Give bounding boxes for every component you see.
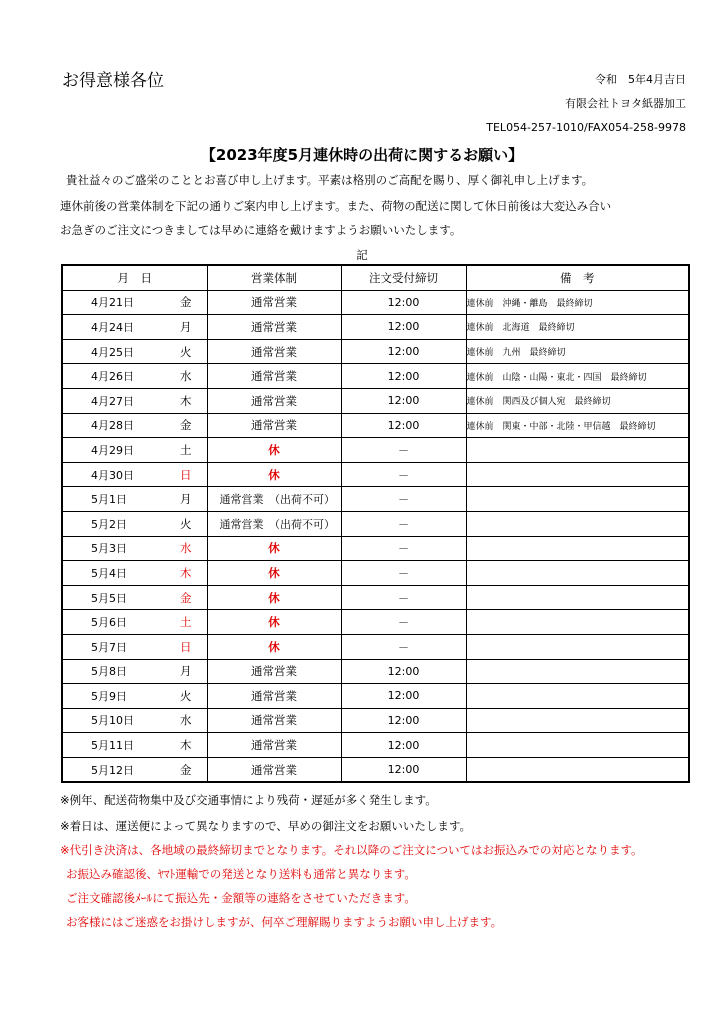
- order-deadline: －: [341, 585, 466, 610]
- table-row: [62, 364, 689, 389]
- order-deadline: －: [341, 610, 466, 635]
- remark-cell: [466, 757, 689, 782]
- remark-cell: 連休前 関西及び個人宛 最終締切: [466, 388, 689, 413]
- date-cell: [62, 462, 207, 487]
- order-deadline: －: [341, 487, 466, 512]
- remark-cell: 連休前 沖縄・離島 最終締切: [466, 290, 689, 315]
- table-header-row: [62, 265, 689, 290]
- date-value: 5月9日: [91, 689, 127, 703]
- header-date: 月 日: [62, 265, 207, 290]
- date-cell: [62, 561, 207, 586]
- business-status: 通常営業 （出荷不可）: [207, 487, 341, 512]
- date-value: 4月21日: [91, 296, 134, 310]
- date-value: 5月4日: [91, 566, 127, 580]
- business-status: 通常営業: [207, 659, 341, 684]
- table-row: [62, 757, 689, 782]
- order-deadline: 12:00: [341, 290, 466, 315]
- date-cell: [62, 364, 207, 389]
- business-status: 通常営業: [207, 733, 341, 758]
- weekday-value: 火: [180, 344, 192, 359]
- date-cell: [62, 684, 207, 709]
- order-deadline: 12:00: [341, 413, 466, 438]
- date-value: 4月30日: [91, 468, 134, 482]
- date-cell: [62, 610, 207, 635]
- table-row: [62, 561, 689, 586]
- closed-status: 休: [207, 462, 341, 487]
- date-value: 5月7日: [91, 640, 127, 654]
- note-apology: お客様にはご迷惑をお掛けしますが、何卒ご理解賜りますようお願い申し上げます。: [66, 915, 503, 929]
- table-row: [62, 659, 689, 684]
- date-cell: [62, 438, 207, 463]
- note-transfer-shipping: お振込み確認後、ﾔﾏﾄ運輸での発送となり送料も通常と異なります。: [66, 867, 416, 881]
- weekday-value: 金: [180, 418, 192, 433]
- note-cod-deadline: ※代引き決済は、各地域の最終締切までとなります。それ以降のご注文についてはお振込みでの対応となります。: [60, 843, 643, 857]
- note-email-contact: ご注文確認後ﾒｰﾙにて振込先・金額等の連絡をさせていただきます。: [66, 891, 416, 905]
- order-deadline: －: [341, 462, 466, 487]
- table-row: [62, 684, 689, 709]
- date-value: 5月6日: [91, 616, 127, 630]
- date-value: 4月25日: [91, 345, 134, 359]
- remark-cell: [466, 561, 689, 586]
- company-name: 有限会社トヨタ紙器加工: [565, 97, 686, 110]
- schedule-table: [61, 264, 690, 783]
- date-value: 5月5日: [91, 591, 127, 605]
- remark-cell: [466, 684, 689, 709]
- date-cell: [62, 315, 207, 340]
- business-status: 通常営業: [207, 364, 341, 389]
- business-status: 通常営業: [207, 315, 341, 340]
- order-deadline: 12:00: [341, 339, 466, 364]
- date-value: 4月28日: [91, 419, 134, 433]
- order-deadline: －: [341, 634, 466, 659]
- table-body: [62, 290, 689, 782]
- business-status: 通常営業: [207, 413, 341, 438]
- date-cell: [62, 634, 207, 659]
- business-status: 通常営業 （出荷不可）: [207, 511, 341, 536]
- remark-cell: 連休前 山陰・山陽・東北・四国 最終締切: [466, 364, 689, 389]
- date-value: 5月10日: [91, 714, 134, 728]
- date-cell: [62, 708, 207, 733]
- table-row: [62, 290, 689, 315]
- order-deadline: 12:00: [341, 684, 466, 709]
- closed-status: 休: [207, 536, 341, 561]
- table-row: [62, 413, 689, 438]
- date-value: 5月12日: [91, 763, 134, 777]
- date-value: 4月29日: [91, 443, 134, 457]
- header-deadline: 注文受付締切: [341, 265, 466, 290]
- order-deadline: －: [341, 536, 466, 561]
- order-deadline: 12:00: [341, 388, 466, 413]
- weekday-value: 土: [180, 442, 192, 457]
- date-value: 5月11日: [91, 739, 134, 753]
- order-deadline: 12:00: [341, 659, 466, 684]
- weekday-value: 日: [180, 639, 192, 654]
- table-row: [62, 339, 689, 364]
- intro-line-3: お急ぎのご注文につきましては早めに連絡を戴けますようお願いいたします。: [60, 223, 462, 237]
- business-status: 通常営業: [207, 684, 341, 709]
- closed-status: 休: [207, 561, 341, 586]
- business-status: 通常営業: [207, 388, 341, 413]
- date-value: 4月27日: [91, 394, 134, 408]
- date-cell: [62, 413, 207, 438]
- business-status: 通常営業: [207, 708, 341, 733]
- header-remarks: 備 考: [466, 265, 689, 290]
- closed-status: 休: [207, 438, 341, 463]
- table-row: [62, 585, 689, 610]
- date-value: 4月26日: [91, 370, 134, 384]
- remark-cell: [466, 462, 689, 487]
- weekday-value: 土: [180, 615, 192, 630]
- issue-date: 令和 5年4月吉日: [595, 73, 686, 86]
- document-title: 【2023年度5月連休時の出荷に関するお願い】: [200, 146, 524, 164]
- order-deadline: －: [341, 511, 466, 536]
- intro-line-1: 貴社益々のご盛栄のこととお喜び申し上げます。平素は格別のご高配を賜り、厚く御礼申し上げます。: [66, 173, 594, 187]
- closed-status: 休: [207, 634, 341, 659]
- order-deadline: 12:00: [341, 757, 466, 782]
- closed-status: 休: [207, 610, 341, 635]
- weekday-value: 日: [180, 467, 192, 482]
- order-deadline: 12:00: [341, 315, 466, 340]
- date-cell: [62, 339, 207, 364]
- business-status: 通常営業: [207, 757, 341, 782]
- order-deadline: －: [341, 438, 466, 463]
- table-row: [62, 733, 689, 758]
- remark-cell: [466, 487, 689, 512]
- date-cell: [62, 733, 207, 758]
- table-row: [62, 315, 689, 340]
- date-cell: [62, 659, 207, 684]
- order-deadline: －: [341, 561, 466, 586]
- table-row: [62, 708, 689, 733]
- order-deadline: 12:00: [341, 733, 466, 758]
- remark-cell: [466, 511, 689, 536]
- weekday-value: 水: [180, 369, 192, 384]
- remark-cell: [466, 708, 689, 733]
- ki-marker: 記: [356, 248, 368, 262]
- table-row: [62, 536, 689, 561]
- weekday-value: 火: [180, 688, 192, 703]
- date-value: 5月2日: [91, 517, 127, 531]
- order-deadline: 12:00: [341, 364, 466, 389]
- weekday-value: 水: [180, 541, 192, 556]
- table-row: [62, 388, 689, 413]
- business-status: 通常営業: [207, 290, 341, 315]
- weekday-value: 木: [180, 393, 192, 408]
- table-row: [62, 462, 689, 487]
- contact-numbers: TEL054-257-1010/FAX054-258-9978: [486, 121, 686, 134]
- recipient-heading: お得意様各位: [62, 71, 164, 91]
- remark-cell: [466, 634, 689, 659]
- weekday-value: 火: [180, 516, 192, 531]
- remark-cell: 連休前 九州 最終締切: [466, 339, 689, 364]
- remark-cell: [466, 659, 689, 684]
- remark-cell: [466, 733, 689, 758]
- weekday-value: 月: [180, 664, 192, 679]
- table-row: [62, 634, 689, 659]
- date-cell: [62, 388, 207, 413]
- remark-cell: [466, 585, 689, 610]
- weekday-value: 木: [180, 565, 192, 580]
- order-deadline: 12:00: [341, 708, 466, 733]
- weekday-value: 月: [180, 492, 192, 507]
- date-value: 5月8日: [91, 665, 127, 679]
- intro-line-2: 連休前後の営業体制を下記の通りご案内申し上げます。また、荷物の配送に関して休日前後は大変込み合い: [60, 199, 612, 213]
- date-cell: [62, 487, 207, 512]
- note-congestion: ※例年、配送荷物集中及び交通事情により残荷・遅延が多く発生します。: [60, 793, 437, 807]
- weekday-value: 金: [180, 590, 192, 605]
- weekday-value: 木: [180, 738, 192, 753]
- weekday-value: 月: [180, 319, 192, 334]
- date-value: 5月1日: [91, 493, 127, 507]
- date-cell: [62, 511, 207, 536]
- table-row: [62, 487, 689, 512]
- table-row: [62, 610, 689, 635]
- table-row: [62, 511, 689, 536]
- remark-cell: 連休前 関東・中部・北陸・甲信越 最終締切: [466, 413, 689, 438]
- remark-cell: 連休前 北海道 最終締切: [466, 315, 689, 340]
- remark-cell: [466, 438, 689, 463]
- table-row: [62, 438, 689, 463]
- date-value: 4月24日: [91, 320, 134, 334]
- weekday-value: 金: [180, 295, 192, 310]
- date-cell: [62, 536, 207, 561]
- weekday-value: 水: [180, 713, 192, 728]
- header-status: 営業体制: [207, 265, 341, 290]
- closed-status: 休: [207, 585, 341, 610]
- remark-cell: [466, 536, 689, 561]
- business-status: 通常営業: [207, 339, 341, 364]
- date-cell: [62, 290, 207, 315]
- remark-cell: [466, 610, 689, 635]
- date-cell: [62, 585, 207, 610]
- date-cell: [62, 757, 207, 782]
- weekday-value: 金: [180, 762, 192, 777]
- date-value: 5月3日: [91, 542, 127, 556]
- note-arrival-date: ※着日は、運送便によって異なりますので、早めの御注文をお願いいたします。: [60, 819, 471, 833]
